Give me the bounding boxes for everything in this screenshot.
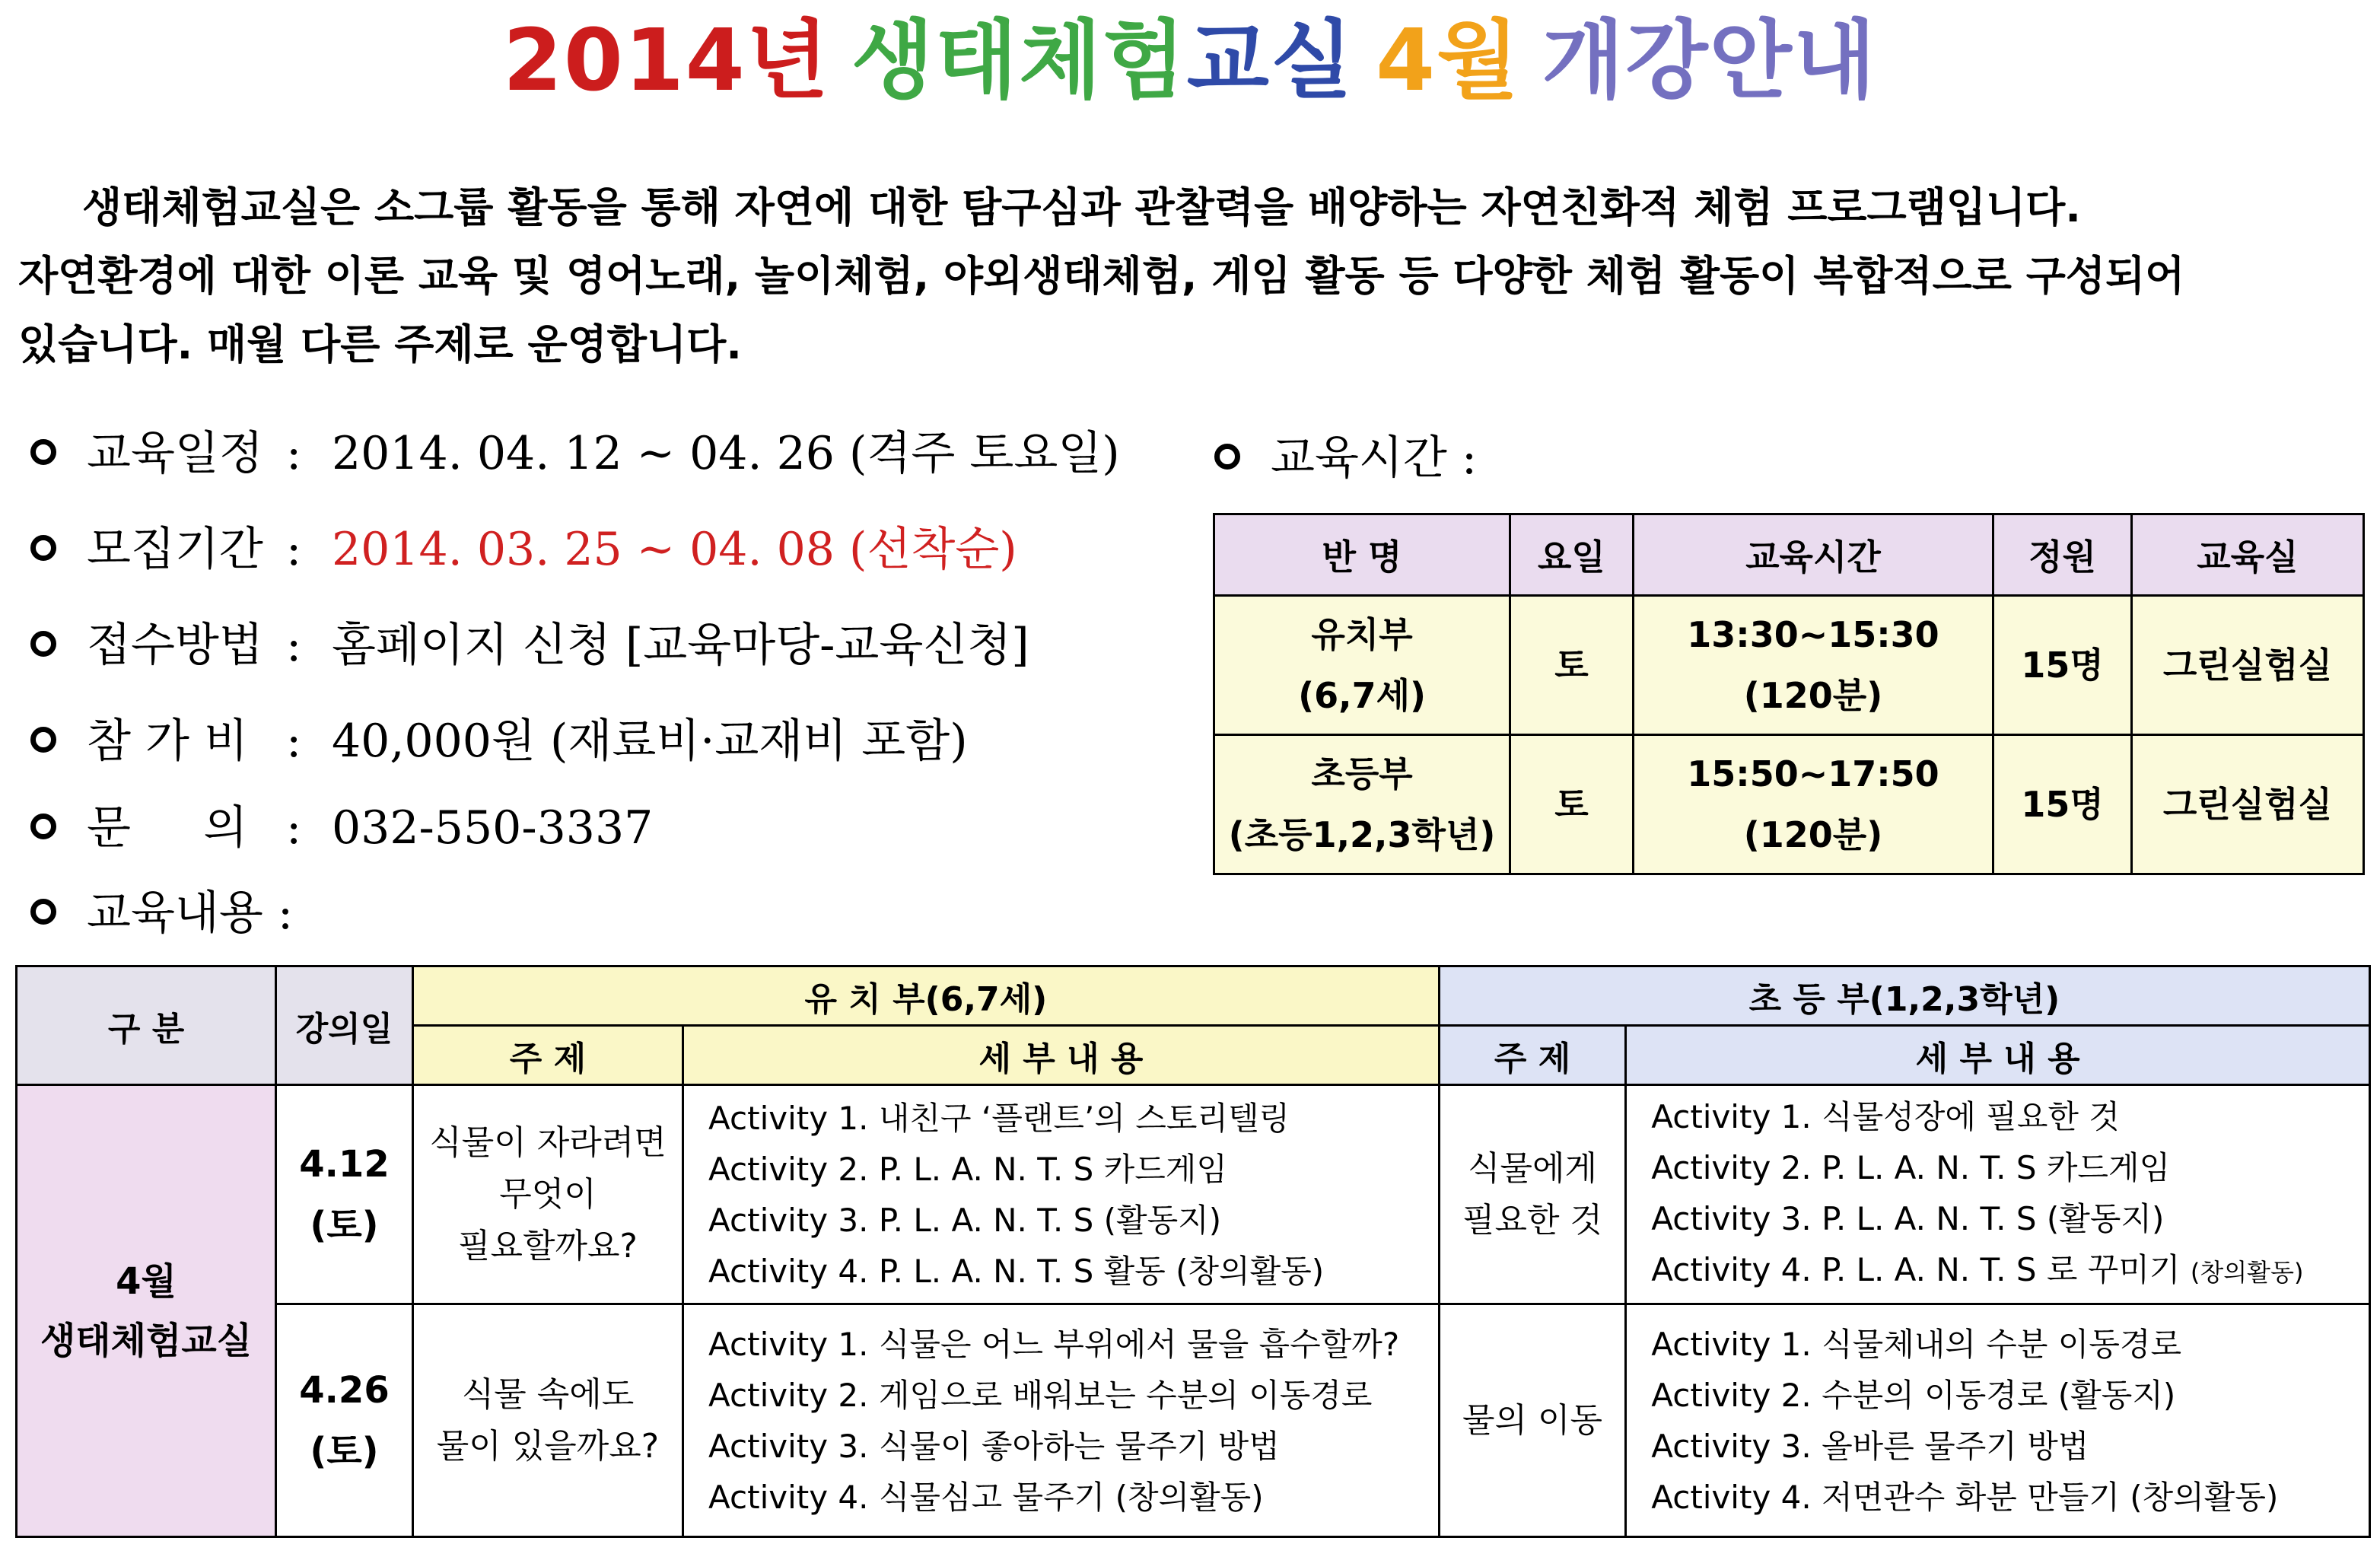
header-k-detail: 세 부 내 용	[683, 1026, 1440, 1085]
info-label: 교육일정	[87, 427, 263, 480]
k-activities-cell	[683, 1085, 1440, 1304]
bullet-icon	[30, 535, 56, 561]
k-topic-cell: 식물 속에도 물이 있을까요?	[412, 1304, 682, 1537]
day-cell: 토	[1510, 735, 1634, 874]
info-label: 문 의	[87, 801, 248, 855]
list-item: Activity 2. P. L. A. N. T. S 카드게임	[708, 1150, 1227, 1188]
table-row	[17, 1304, 2370, 1537]
info-time	[1214, 428, 1477, 489]
day-cell: 토	[1510, 596, 1634, 735]
list-item: Activity 1. 내친구 ‘플랜트’의 스토리텔링	[708, 1099, 1290, 1137]
list-item: Activity 3. 올바른 물주기 방법	[1651, 1427, 2089, 1465]
schedule-header-row	[1214, 514, 2364, 596]
header-day: 요일	[1510, 514, 1634, 596]
info-contact: 문 의 : 032-550-3337	[30, 798, 653, 858]
header-room: 교육실	[2131, 514, 2363, 596]
info-fee: 참 가 비 : 40,000원 (재료비·교재비 포함)	[30, 711, 968, 772]
info-content	[30, 883, 293, 944]
header-time: 교육시간	[1633, 514, 1993, 596]
title-eco: 생태체험	[851, 11, 1187, 110]
info-value: 032-550-3337	[332, 801, 654, 855]
k-activities-cell	[683, 1304, 1440, 1537]
intro-line-2: 자연환경에 대한 이론 교육 및 영어노래, 놀이체험, 야외생태체험, 게임 활동 등 다양한 체험 활동이 복합적으로 구성되어	[18, 252, 2185, 300]
intro-line-1: 생태체험교실은 소그룹 활동을 통해 자연에 대한 탐구심과 관찰력을 배양하는 자연친화적 체험 프로그램입니다.	[82, 183, 2081, 231]
bullet-icon	[1214, 444, 1240, 470]
info-apply: 접수방법 : 홈페이지 신청 [교육마당-교육신청]	[30, 615, 1029, 676]
e-activities-cell	[1626, 1304, 2370, 1537]
bullet-icon	[30, 814, 56, 839]
bullet-icon	[30, 899, 56, 925]
date-cell: 4.26 (토)	[276, 1304, 413, 1537]
header-elem: 초 등 부(1,2,3학년)	[1439, 966, 2369, 1026]
info-value: 홈페이지 신청 [교육마당-교육신청]	[332, 619, 1029, 672]
header-k-topic: 주 제	[412, 1026, 682, 1085]
bullet-icon	[30, 631, 56, 657]
info-schedule: 교육일정 : 2014. 04. 12 ~ 04. 26 (격주 토요일)	[30, 423, 1120, 484]
list-item: Activity 3. P. L. A. N. T. S (활동지)	[708, 1201, 1222, 1239]
intro-paragraph	[18, 174, 2362, 379]
info-value: 2014. 04. 12 ~ 04. 26 (격주 토요일)	[332, 427, 1120, 480]
info-label: 접수방법	[87, 619, 263, 672]
category-cell: 4월 생태체험교실	[17, 1085, 276, 1537]
table-row	[1214, 596, 2364, 735]
room-cell: 그린실험실	[2131, 735, 2363, 874]
schedule-table	[1213, 513, 2365, 875]
intro-line-3: 있습니다. 매월 다른 주제로 운영합니다.	[18, 320, 742, 368]
info-label: 교육시간 :	[1271, 431, 1478, 485]
title-class: 교실	[1186, 11, 1355, 110]
capacity-cell: 15명	[1993, 596, 2132, 735]
info-label: 모집기간	[87, 523, 263, 576]
list-item: Activity 4. P. L. A. N. T. S 활동 (창의활동)	[708, 1252, 1325, 1290]
header-kinder: 유 치 부(6,7세)	[412, 966, 1439, 1026]
header-category: 구 분	[17, 966, 276, 1085]
list-item: Activity 4. 식물심고 물주기 (창의활동)	[708, 1478, 1264, 1516]
list-item: Activity 3. 식물이 좋아하는 물주기 방법	[708, 1427, 1280, 1465]
list-item: Activity 2. P. L. A. N. T. S 카드게임	[1651, 1148, 2171, 1186]
list-item: Activity 3. P. L. A. N. T. S (활동지)	[1651, 1199, 2165, 1237]
list-item: Activity 2. 게임으로 배워보는 수분의 이동경로	[708, 1376, 1373, 1414]
info-recruit: 모집기간 : 2014. 03. 25 ~ 04. 08 (선착순)	[30, 519, 1017, 580]
page-title	[0, 8, 2380, 114]
table-row	[1214, 735, 2364, 874]
class-cell: 유치부 (6,7세)	[1214, 596, 1510, 735]
list-item: Activity 1. 식물은 어느 부위에서 물을 흡수할까?	[708, 1325, 1400, 1363]
capacity-cell: 15명	[1993, 735, 2132, 874]
info-label: 참 가 비	[87, 715, 249, 768]
table-row	[17, 1085, 2370, 1304]
time-cell: 13:30~15:30 (120분)	[1633, 596, 1993, 735]
info-label: 교육내용 :	[87, 887, 294, 940]
content-header-row-1	[17, 966, 2370, 1026]
header-date: 강의일	[276, 966, 413, 1085]
info-value: 2014. 03. 25 ~ 04. 08 (선착순)	[332, 523, 1017, 576]
title-notice: 개강안내	[1542, 11, 1877, 110]
header-class: 반 명	[1214, 514, 1510, 596]
list-item: Activity 4. 저면관수 화분 만들기 (창의활동)	[1651, 1478, 2279, 1516]
info-value: 40,000원 (재료비·교재비 포함)	[332, 715, 968, 768]
bullet-icon	[30, 727, 56, 753]
e-topic-cell: 식물에게 필요한 것	[1439, 1085, 1625, 1304]
date-cell: 4.12 (토)	[276, 1085, 413, 1304]
title-month: 4월	[1376, 11, 1521, 110]
header-capacity: 정원	[1993, 514, 2132, 596]
list-item: Activity 4. P. L. A. N. T. S 로 꾸미기 (창의활동)	[1651, 1250, 2304, 1288]
content-table	[15, 965, 2371, 1538]
e-topic-cell: 물의 이동	[1439, 1304, 1625, 1537]
e-activities-cell	[1626, 1085, 2370, 1304]
room-cell: 그린실험실	[2131, 596, 2363, 735]
list-item: Activity 1. 식물성장에 필요한 것	[1651, 1097, 2120, 1135]
time-cell: 15:50~17:50 (120분)	[1633, 735, 1993, 874]
k-topic-cell: 식물이 자라려면 무엇이 필요할까요?	[412, 1085, 682, 1304]
title-year: 2014년	[503, 11, 830, 110]
class-cell: 초등부 (초등1,2,3학년)	[1214, 735, 1510, 874]
bullet-icon	[30, 439, 56, 465]
header-e-topic: 주 제	[1439, 1026, 1625, 1085]
header-e-detail: 세 부 내 용	[1626, 1026, 2370, 1085]
list-item: Activity 1. 식물체내의 수분 이동경로	[1651, 1325, 2182, 1363]
list-item: Activity 2. 수분의 이동경로 (활동지)	[1651, 1376, 2176, 1414]
